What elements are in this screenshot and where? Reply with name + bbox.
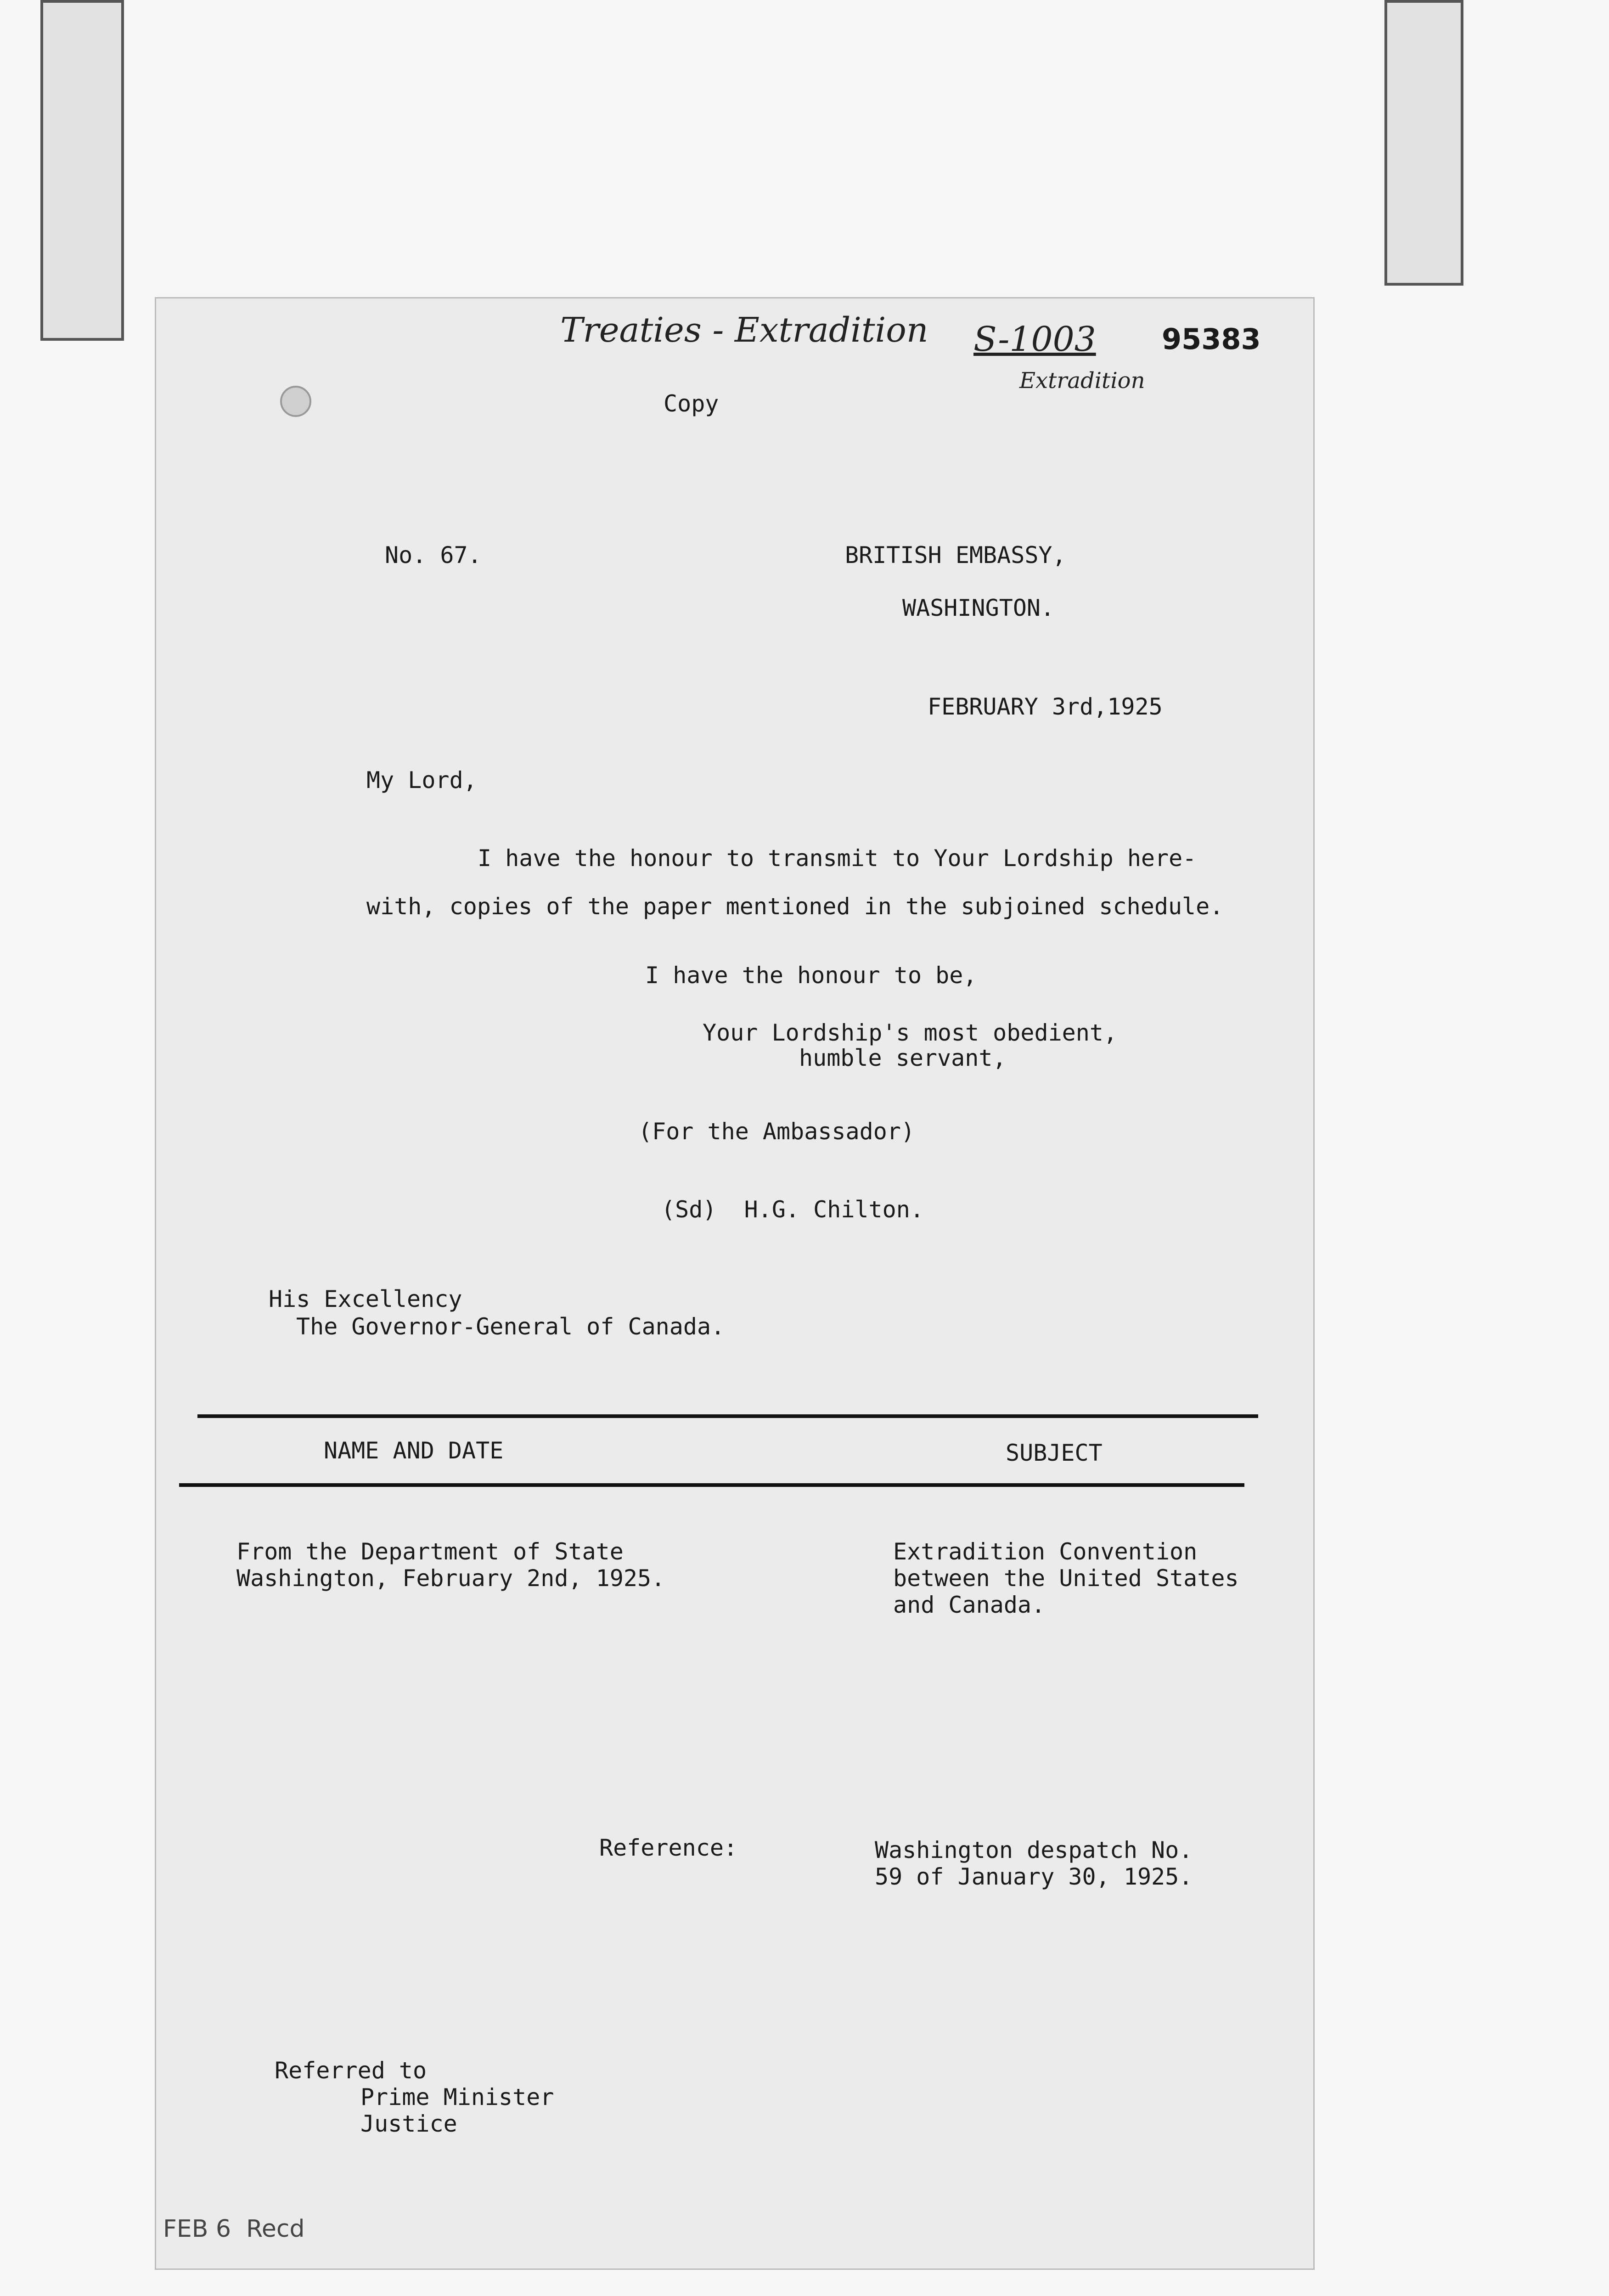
schedule-subject-line-1: Extradition Convention: [893, 1538, 1198, 1565]
referred-label: Referred to: [275, 2057, 427, 2084]
letter-date: FEBRUARY 3rd,1925: [928, 693, 1163, 720]
received-stamp: FEB 6 Recd: [163, 2215, 305, 2243]
referred-to-prime-minister: Prime Minister: [360, 2084, 554, 2110]
salutation: My Lord,: [366, 767, 477, 793]
letter-sheet: [156, 298, 1313, 2268]
signature: (Sd) H.G. Chilton.: [661, 1196, 924, 1223]
sender-line-1: BRITISH EMBASSY,: [845, 542, 1066, 568]
schedule-from-line-2: Washington, February 2nd, 1925.: [236, 1565, 665, 1592]
schedule-subject-line-3: and Canada.: [893, 1592, 1046, 1618]
punch-hole: [280, 386, 311, 417]
for-ambassador: (For the Ambassador): [638, 1118, 915, 1145]
schedule-header-name-date: NAME AND DATE: [324, 1437, 504, 1464]
file-number: S-1003: [973, 320, 1096, 359]
file-subnote: Extradition: [1019, 368, 1145, 394]
body-line-1: I have the honour to transmit to Your Lordship here-: [478, 845, 1197, 872]
mounting-clip: [1384, 0, 1463, 286]
schedule-subject-line-2: between the United States: [893, 1565, 1239, 1592]
reference-line-1: Washington despatch No.: [875, 1837, 1193, 1863]
addressee-line-1: His Excellency: [269, 1286, 462, 1312]
reference-line-2: 59 of January 30, 1925.: [875, 1863, 1193, 1890]
schedule-header-subject: SUBJECT: [1006, 1440, 1103, 1466]
reference-label: Reference:: [599, 1835, 738, 1861]
sender-line-2: WASHINGTON.: [902, 595, 1055, 621]
schedule-header-rule: [179, 1483, 1244, 1487]
copy-label: Copy: [664, 390, 719, 417]
closing-line-3: humble servant,: [799, 1045, 1007, 1071]
schedule-from-line-1: From the Department of State: [236, 1538, 624, 1565]
closing-line-1: I have the honour to be,: [645, 962, 977, 989]
body-line-2: with, copies of the paper mentioned in the subjoined schedule.: [366, 893, 1224, 920]
stamp-number: 95383: [1162, 322, 1261, 356]
mounting-clip: [40, 0, 124, 341]
addressee-line-2: The Governor-General of Canada.: [296, 1313, 725, 1340]
referred-to-justice: Justice: [360, 2110, 457, 2137]
schedule-top-rule: [197, 1414, 1258, 1418]
closing-line-2: Your Lordship's most obedient,: [703, 1019, 1118, 1046]
handwritten-note: Treaties - Extradition: [560, 310, 928, 350]
despatch-number: No. 67.: [385, 542, 482, 568]
